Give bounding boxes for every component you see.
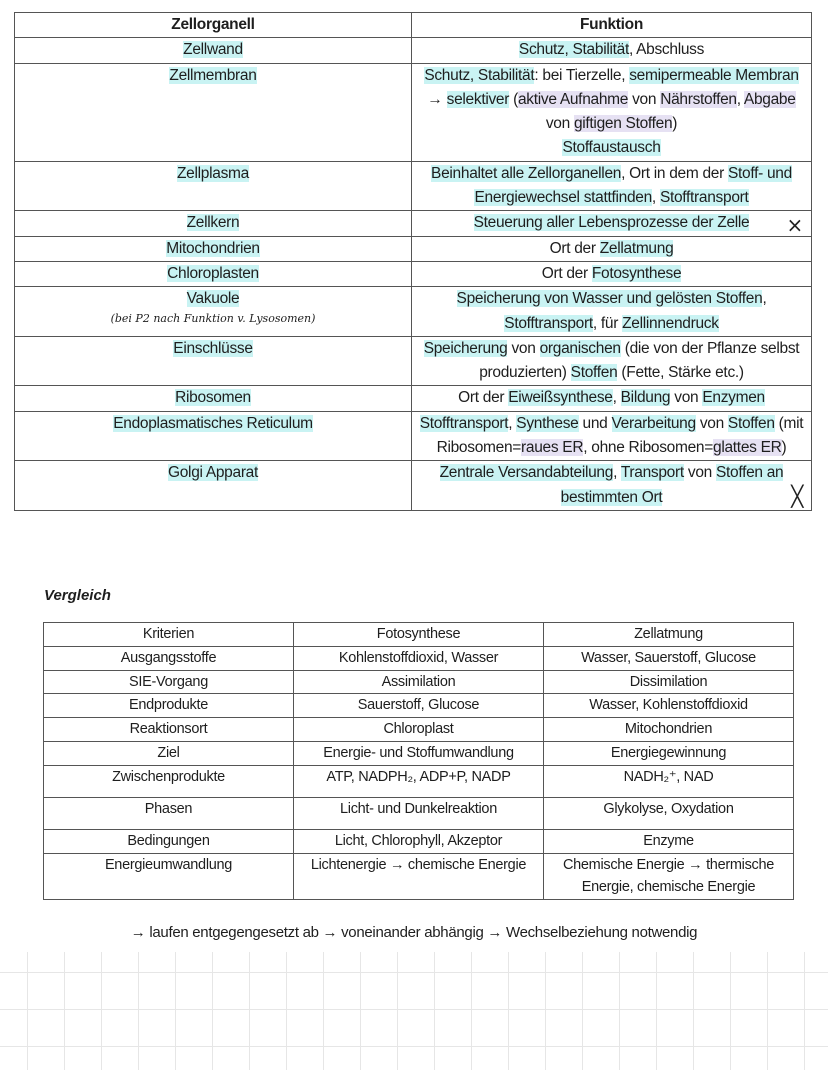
organelle-name: Golgi Apparat [167, 464, 259, 482]
organelle-name: Zellplasma [177, 164, 249, 182]
function-text: , ohne Ribosomen= [583, 439, 714, 457]
function-text: Schutz, Stabilität [518, 41, 629, 59]
table-row [44, 670, 794, 694]
function-cell [412, 411, 812, 461]
function-text: organischen [539, 339, 621, 357]
table-cell: Reaktionsort [44, 718, 294, 742]
function-text: von [695, 414, 728, 432]
function-text: von [507, 339, 540, 357]
organelle-name: Vakuole [186, 290, 240, 308]
organelle-cell [15, 38, 412, 63]
table-row [15, 411, 812, 461]
function-text: Stofftransport [504, 314, 593, 332]
table-cell: Ausgangsstoffe [44, 646, 294, 670]
function-text: Zellatmung [599, 239, 674, 257]
function-text: Eiweißsynthese [508, 389, 613, 407]
function-text: Enzymen [702, 389, 765, 407]
table-row [15, 336, 812, 386]
handwritten-note: (bei P2 nach Funktion v. Lysosomen) [110, 311, 316, 325]
function-cell [412, 461, 812, 511]
organelle-cell [15, 411, 412, 461]
table-cell: Enzyme [544, 829, 794, 853]
function-cell [412, 63, 812, 161]
function-text: Transport [620, 464, 684, 482]
function-text: , für [592, 314, 623, 332]
function-text: , [762, 290, 767, 308]
function-text: von [670, 389, 703, 407]
table-row [44, 718, 794, 742]
organelle-name: Endoplasmatisches Reticulum [113, 414, 313, 432]
table-cell: Zwischenprodukte [44, 765, 294, 797]
header-row [15, 13, 812, 38]
table-row [15, 386, 812, 411]
organelle-cell [15, 287, 412, 337]
organelle-cell [15, 161, 412, 211]
function-cell [412, 161, 812, 211]
table-cell: Chloroplast [294, 718, 544, 742]
table-row [15, 211, 812, 236]
column-header: Funktion [412, 13, 812, 38]
function-text: Ort der [541, 264, 592, 282]
organelle-cell [15, 461, 412, 511]
cross-mark-icon: ╳ [791, 483, 803, 508]
function-text: (Fette, Stärke etc.) [617, 364, 744, 382]
table-row [44, 646, 794, 670]
table-row [15, 461, 812, 511]
table-row [44, 797, 794, 829]
comparison-table [43, 622, 794, 900]
table-row [15, 63, 812, 161]
table-cell: Wasser, Kohlenstoffdioxid [544, 694, 794, 718]
column-header: Zellorganell [15, 13, 412, 38]
function-cell [412, 38, 812, 63]
function-text: raues ER [521, 439, 584, 457]
organelle-cell [15, 336, 412, 386]
organelle-name: Ribosomen [175, 389, 251, 407]
function-text: , [651, 189, 660, 207]
organelle-cell [15, 63, 412, 161]
table-row [15, 287, 812, 337]
function-text: von [628, 90, 661, 108]
function-text: , [736, 90, 744, 108]
table-cell: Wasser, Sauerstoff, Glucose [544, 646, 794, 670]
table-cell: Glykolyse, Oxydation [544, 797, 794, 829]
cell-organelle-table [14, 12, 812, 511]
function-text: Verarbeitung [611, 414, 696, 432]
table-cell: Energie- und Stoffumwandlung [294, 741, 544, 765]
function-text: Steuerung aller Lebensprozesse der Zelle [473, 214, 750, 232]
function-text: (die von der Pflanze selbst produzierten) [479, 339, 800, 382]
table-cell: SIE-Vorgang [44, 670, 294, 694]
table-cell: Kohlenstoffdioxid, Wasser [294, 646, 544, 670]
function-text: Speicherung von Wasser und gelösten Stoffen [456, 290, 763, 308]
table-cell: Ziel [44, 741, 294, 765]
function-text: (mit Ribosomen= [436, 414, 804, 457]
function-cell [412, 261, 812, 286]
organelle-name: Chloroplasten [167, 264, 259, 282]
table-cell: NADH₂⁺, NAD [544, 765, 794, 797]
organelle-name: Zellwand [183, 41, 243, 59]
function-text: : bei Tierzelle, [534, 66, 630, 84]
function-text: , [613, 464, 621, 482]
header-row [44, 623, 794, 647]
table-cell: Chemische Energie → thermische Energie, chemische Energie [544, 853, 794, 900]
organelle-name: Mitochondrien [166, 239, 260, 257]
organelle-cell [15, 386, 412, 411]
organelle-name: Einschlüsse [173, 339, 253, 357]
table-row [15, 261, 812, 286]
function-text: Stoffen an bestimmten Ort [560, 464, 784, 506]
function-text: , [612, 389, 621, 407]
function-text: von [683, 464, 716, 482]
function-text: , Ort in dem der [621, 164, 728, 182]
table-row [44, 765, 794, 797]
table-row [15, 236, 812, 261]
function-text: semipermeable Membran [629, 66, 799, 84]
function-text: ) [781, 439, 787, 457]
function-cell [412, 287, 812, 337]
function-text: , [508, 414, 517, 432]
column-header: Kriterien [44, 623, 294, 647]
function-text: Ort der [458, 389, 509, 407]
function-text: Stoff- und Energiewechsel stattfinden [474, 164, 792, 207]
function-text: Beinhaltet alle Zellorganellen [431, 164, 622, 182]
function-text: Bildung [620, 389, 671, 407]
table-cell: Licht, Chlorophyll, Akzeptor [294, 829, 544, 853]
function-text: Stofftransport [659, 189, 749, 207]
table-cell: Endprodukte [44, 694, 294, 718]
function-cell [412, 211, 812, 236]
table-cell: Bedingungen [44, 829, 294, 853]
function-text: Speicherung [423, 339, 508, 357]
table-row [44, 741, 794, 765]
table-cell: Energieumwandlung [44, 853, 294, 900]
function-text: ( [509, 90, 518, 108]
function-text: ) [672, 115, 678, 133]
function-text: Nährstoffen [660, 90, 737, 108]
table-row [44, 694, 794, 718]
table-cell: ATP, NADPH₂, ADP+P, NADP [294, 765, 544, 797]
table-row [44, 853, 794, 900]
organelle-name: Zellkern [186, 214, 240, 232]
function-text: Fotosynthese [591, 264, 682, 282]
organelle-cell [15, 211, 412, 236]
column-header: Zellatmung [544, 623, 794, 647]
table-cell: Assimilation [294, 670, 544, 694]
table-row [15, 161, 812, 211]
function-text: Zentrale Versandabteilung [439, 464, 614, 482]
function-text: Synthese [516, 414, 579, 432]
function-text: Zellinnendruck [622, 314, 719, 332]
organelle-cell [15, 236, 412, 261]
cross-mark-icon: × [786, 213, 803, 238]
function-text: aktive Aufnahme [517, 90, 629, 108]
table-cell: Sauerstoff, Glucose [294, 694, 544, 718]
column-header: Fotosynthese [294, 623, 544, 647]
function-text: giftigen Stoffen [573, 115, 673, 133]
table-cell: Licht- und Dunkelreaktion [294, 797, 544, 829]
table-row [15, 38, 812, 63]
function-text: von [545, 115, 574, 133]
function-text: selektiver [446, 90, 510, 108]
table-cell: Phasen [44, 797, 294, 829]
summary-line: → laufen entgegengesetzt ab → voneinander abhängig → Wechselbeziehung notwendig [130, 924, 698, 941]
function-cell [412, 386, 812, 411]
function-text: glattes ER [713, 439, 782, 457]
function-text: , Abschluss [628, 41, 705, 59]
section-heading: Vergleich [44, 587, 111, 604]
function-text: Schutz, Stabilität [424, 66, 535, 84]
function-text: Stoffen [727, 414, 775, 432]
table-cell: Dissimilation [544, 670, 794, 694]
function-cell [412, 236, 812, 261]
function-text: Stoffen [570, 364, 618, 382]
table-cell: Mitochondrien [544, 718, 794, 742]
table-cell: Energiegewinnung [544, 741, 794, 765]
function-text: Stofftransport [419, 414, 509, 432]
table-row [44, 829, 794, 853]
organelle-name: Zellmembran [169, 66, 257, 84]
organelle-cell [15, 261, 412, 286]
function-text: und [578, 414, 612, 432]
function-text: → [427, 90, 447, 108]
table-cell: Lichtenergie → chemische Energie [294, 853, 544, 900]
function-text: Abgabe [743, 90, 796, 108]
function-text: Stoffaustausch [562, 139, 661, 157]
function-text: Ort der [549, 239, 600, 257]
function-cell [412, 336, 812, 386]
